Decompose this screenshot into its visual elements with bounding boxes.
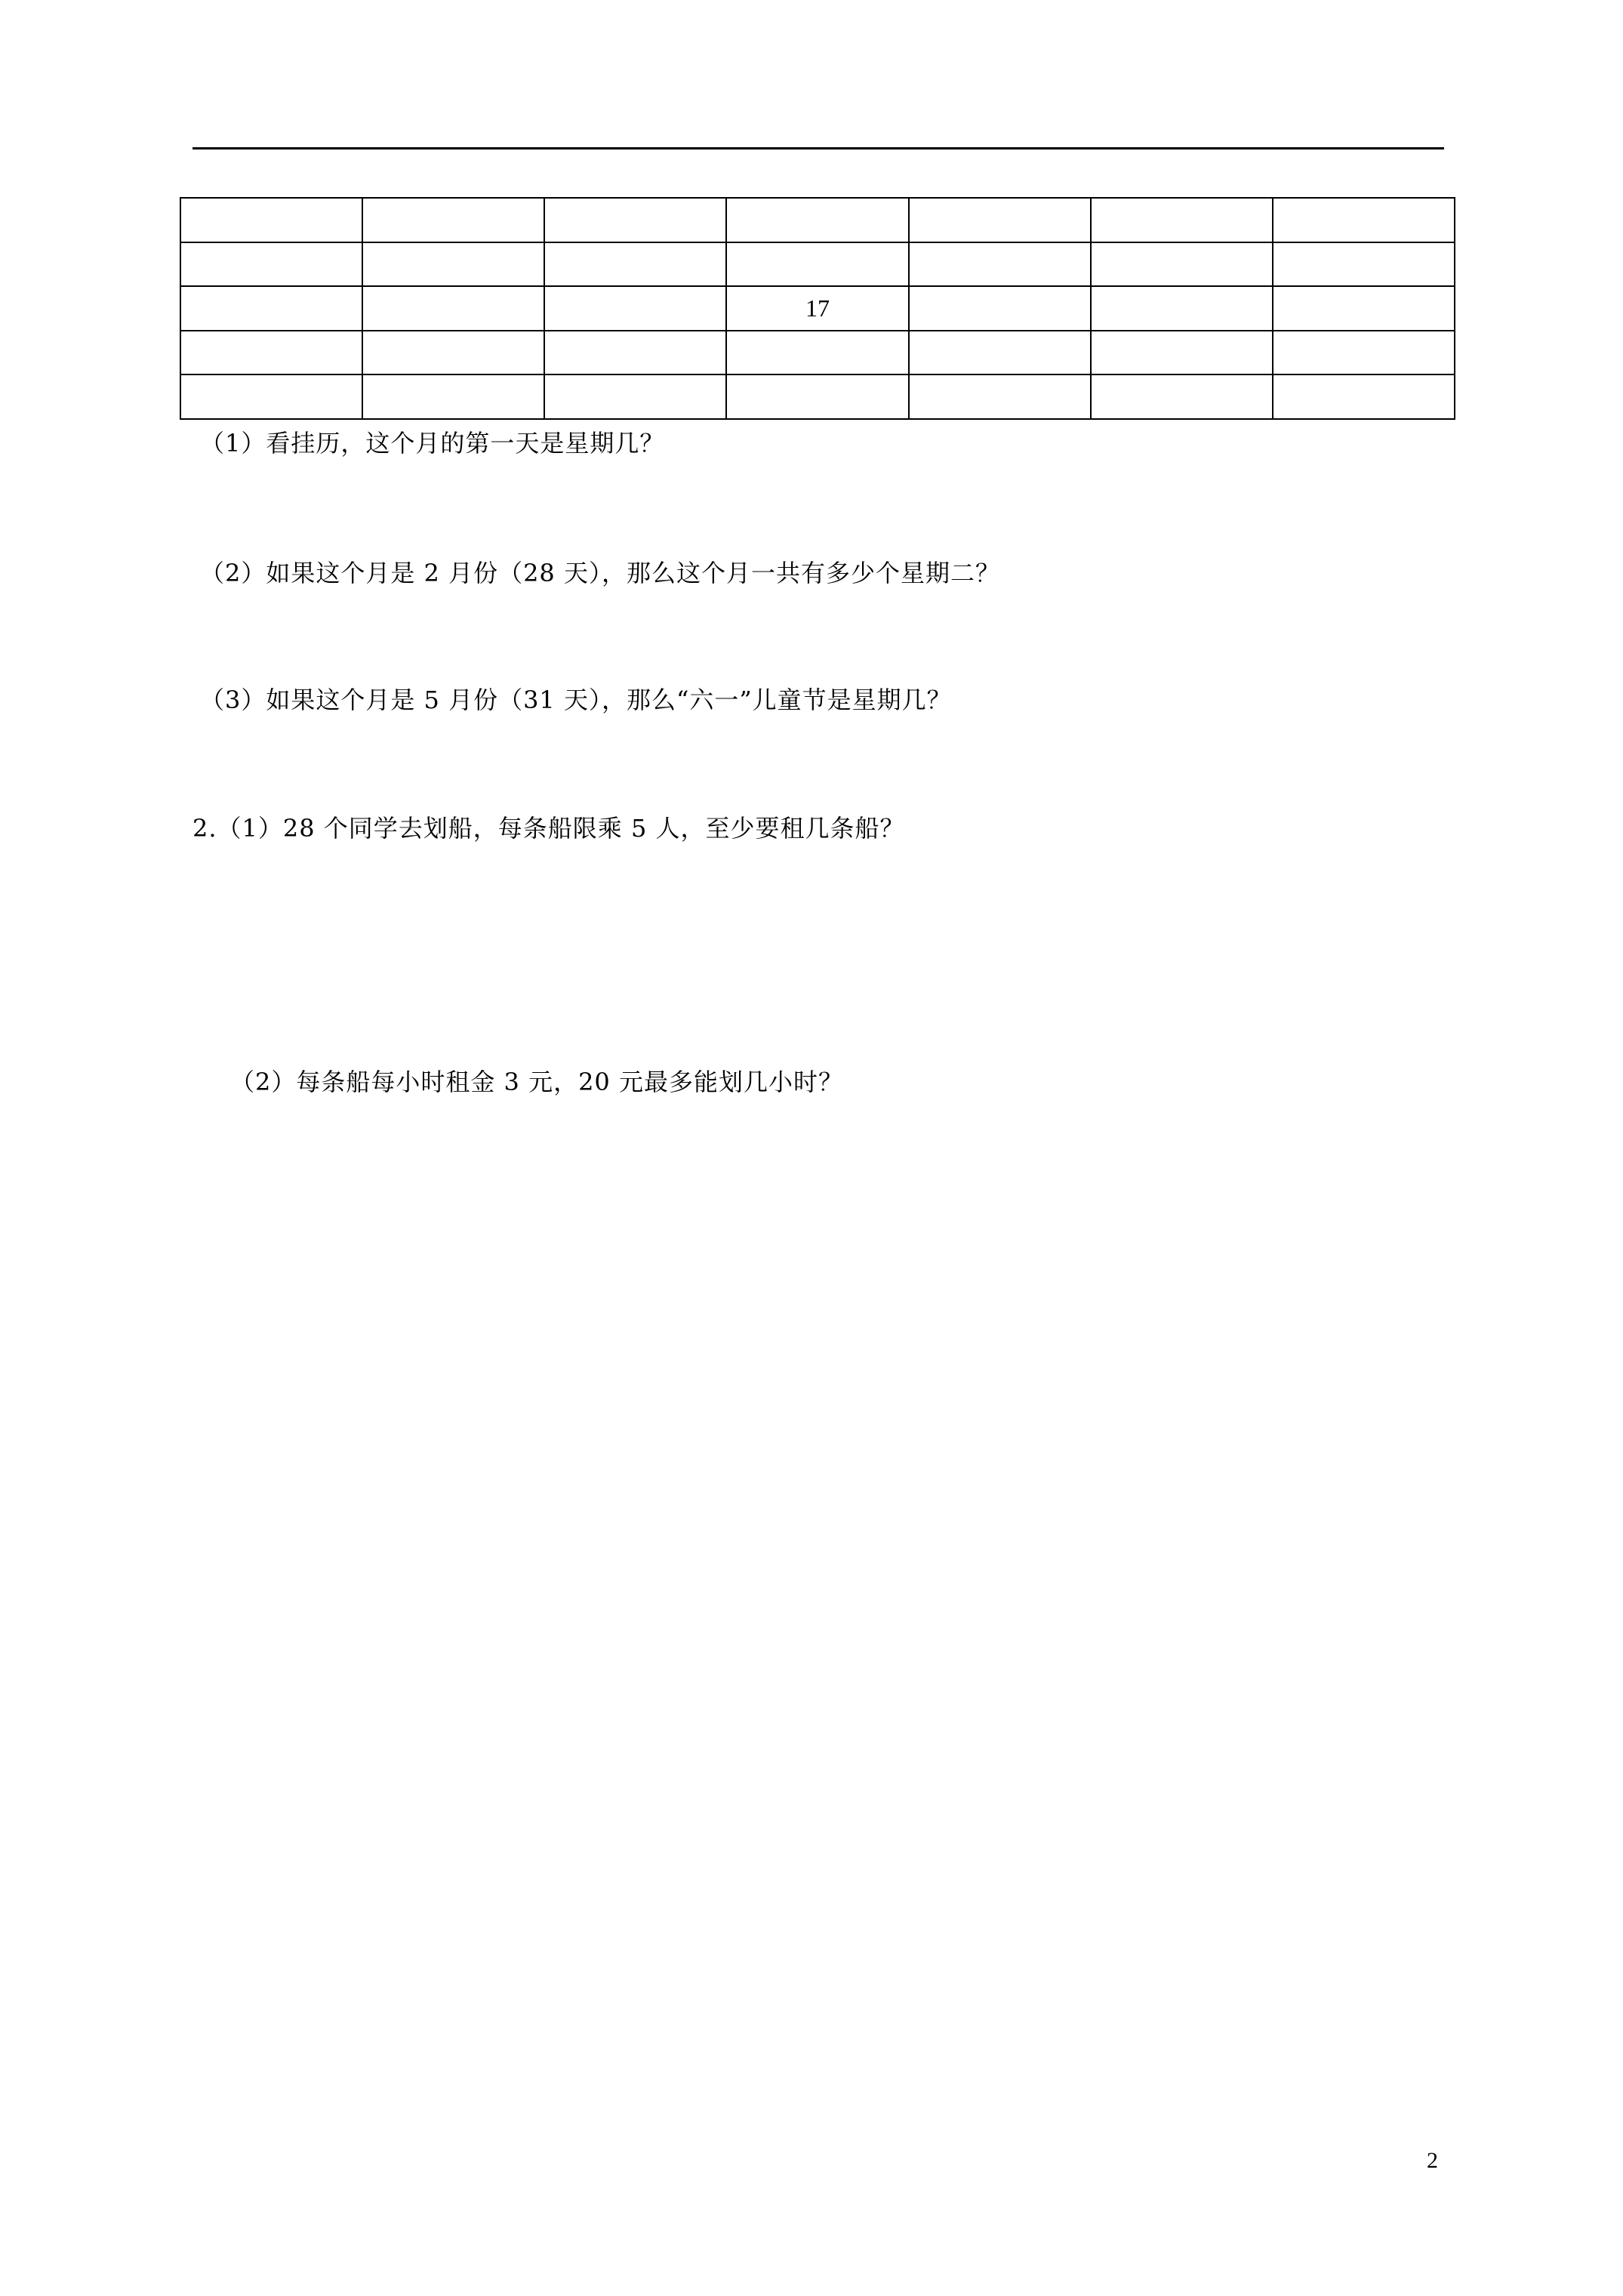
calendar-table: [180, 197, 1455, 420]
calendar-cell: [180, 331, 362, 375]
question-1-2: （2）如果这个月是 2 月份（28 天），那么这个月一共有多少个星期二？: [200, 559, 1000, 587]
calendar-cell: [544, 331, 726, 375]
calendar-cell: 17: [726, 286, 908, 331]
calendar-cell: [909, 242, 1091, 287]
question-2-2: （2）每条船每小时租金 3 元，20 元最多能划几小时？: [230, 1068, 843, 1096]
calendar-cell: [180, 242, 362, 287]
calendar-cell: [1091, 242, 1273, 287]
calendar-cell: [362, 331, 544, 375]
calendar-cell: [544, 242, 726, 287]
calendar-cell: [180, 374, 362, 419]
calendar-cell: [362, 198, 544, 242]
calendar-cell: [180, 286, 362, 331]
calendar-row: [180, 242, 1455, 287]
calendar-row: [180, 374, 1455, 419]
question-1-1: （1）看挂历，这个月的第一天是星期几？: [200, 429, 665, 458]
calendar-cell: [362, 242, 544, 287]
calendar-cell: [1091, 374, 1273, 419]
calendar-cell: [362, 286, 544, 331]
calendar-cell: [1273, 331, 1455, 375]
calendar-cell: [726, 198, 908, 242]
calendar-cell: [1091, 286, 1273, 331]
calendar-cell: [544, 286, 726, 331]
header-rule: [192, 147, 1444, 149]
calendar-cell: [1091, 198, 1273, 242]
calendar-cell: [1273, 242, 1455, 287]
calendar-cell: [909, 198, 1091, 242]
calendar-cell: [909, 374, 1091, 419]
calendar-row: [180, 286, 1455, 331]
calendar-cell: [726, 331, 908, 375]
calendar-cell: [726, 374, 908, 419]
calendar-cell: [1273, 198, 1455, 242]
calendar-cell: [909, 331, 1091, 375]
calendar-cell: [180, 198, 362, 242]
calendar-cell: [1091, 331, 1273, 375]
calendar-row: [180, 331, 1455, 375]
calendar-cell: [1273, 374, 1455, 419]
calendar-cell: [726, 242, 908, 287]
calendar-cell: [544, 198, 726, 242]
calendar-cell: [362, 374, 544, 419]
calendar-cell: [909, 286, 1091, 331]
question-2-1: 2.（1）28 个同学去划船，每条船限乘 5 人，至少要租几条船？: [192, 814, 905, 843]
calendar-cell: [1273, 286, 1455, 331]
calendar-row: [180, 198, 1455, 242]
page-number: 2: [1427, 2148, 1438, 2173]
question-1-3: （3）如果这个月是 5 月份（31 天），那么“六一”儿童节是星期几？: [200, 686, 952, 714]
calendar-cell: [544, 374, 726, 419]
